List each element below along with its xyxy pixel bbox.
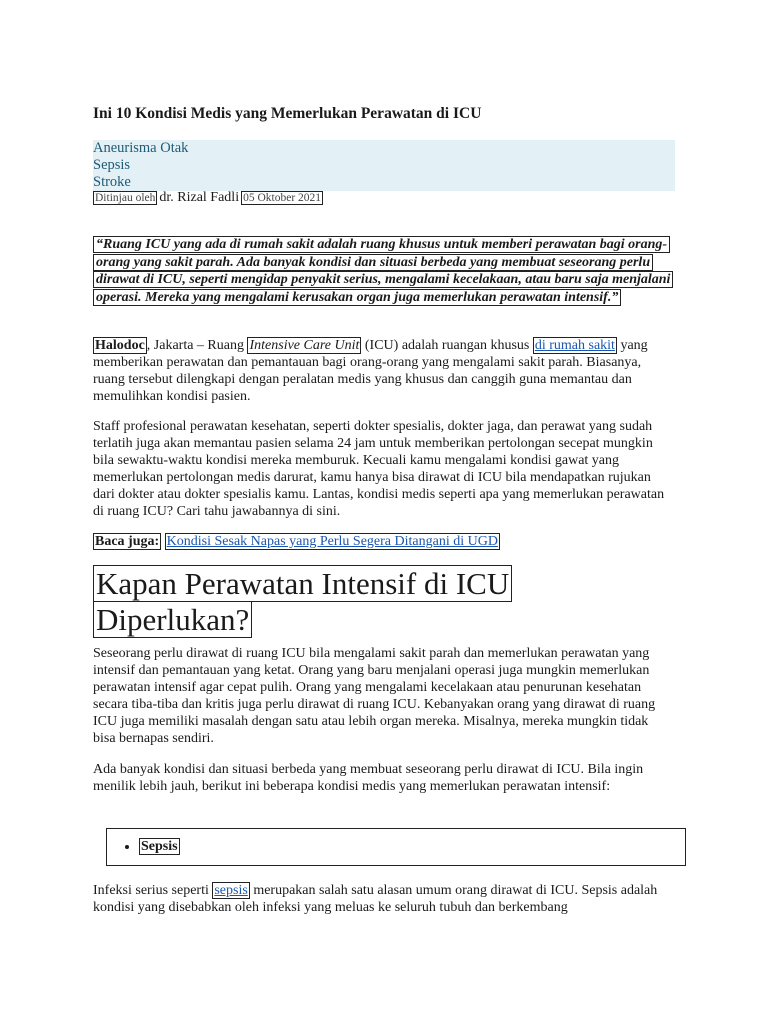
sepsis-link[interactable]: sepsis	[214, 883, 248, 898]
conditions-list	[106, 828, 686, 866]
intro-text-2: (ICU) adalah ruangan khusus	[361, 338, 533, 353]
hospital-link[interactable]: di rumah sakit	[534, 338, 615, 353]
section-heading-text: Kapan Perawatan Intensif di ICU Diperlukan?	[93, 565, 512, 638]
list-item-label: Sepsis	[141, 839, 178, 854]
sepsis-text-2: merupakan salah satu alasan umum orang dirawat di ICU. Sepsis adalah kondisi yang disebabkan oleh infeksi yang meluas ke seluruh tubuh dan berkembang	[93, 883, 658, 915]
lead-quote-text: “Ruang ICU yang ada di rumah sakit adalah ruang khusus untuk memberi perawatan bagi orang-orang yang sakit parah. Ada banyak kondisi dan situasi berbeda yang membuat seseorang perlu dirawat di ICU, seperti mengidap penyakit serius, mengalami kecelakaan, atau baru saja menjalani operasi. Mereka yang mengalami kerusakan organ juga memerlukan perawatan intensif.”	[93, 236, 673, 306]
intro-text-3: yang memberikan perawatan dan pemantauan bagi orang-orang yang mengalami sakit parah. Biasanya, ruang tersebut dilengkapi dengan peralatan medis yang khusus dan canggih guna memantau dan memulihkan kondisi pasien.	[93, 338, 648, 404]
publish-date: 05 Oktober 2021	[243, 192, 322, 204]
section-heading	[93, 566, 653, 638]
paragraph-staff: Staff profesional perawatan kesehatan, seperti dokter spesialis, dokter jaga, dan perawat yang sudah terlatih juga akan memantau pasien selama 24 jam untuk memberikan pertolongan secepat mungkin bila sewaktu-waktu kondisi mereka memburuk. Kecuali kamu mengalami kondisi gawat yang memerlukan pertolongan medis darurat, kamu hanya bisa dirawat di ICU bila mendapatkan rujukan dari dokter atau dokter spesialis kamu. Lantas, kondisi medis seperti apa yang memerlukan perawatan di ruang ICU? Cari tahu jawabannya di sini.	[93, 419, 665, 519]
article-meta	[93, 190, 323, 206]
read-also-label: Baca juga:	[95, 534, 160, 549]
read-also-link[interactable]: Kondisi Sesak Napas yang Perlu Segera Ditangani di UGD	[166, 534, 498, 549]
intro-text-1: , Jakarta – Ruang	[146, 338, 248, 353]
list-item	[139, 829, 685, 865]
tag-list	[93, 140, 675, 191]
sepsis-text-1: Infeksi serius seperti	[93, 883, 213, 898]
paragraph-conditions-intro: Ada banyak kondisi dan situasi berbeda yang membuat seseorang perlu dirawat di ICU. Bila ingin menilik lebih jauh, berikut ini beberapa kondisi medis yang memerlukan perawatan intensif:	[93, 762, 644, 794]
article-lead-quote	[93, 236, 673, 306]
reviewed-label: Ditinjau oleh	[95, 192, 156, 204]
tag-sepsis[interactable]: Sepsis	[93, 157, 131, 173]
author-name: dr. Rizal Fadli	[159, 190, 240, 205]
source-name: Halodoc	[95, 338, 145, 353]
paragraph-sepsis	[93, 882, 673, 916]
paragraph-intro	[93, 337, 673, 405]
article-title: Ini 10 Kondisi Medis yang Memerlukan Perawatan di ICU	[93, 105, 482, 122]
paragraph-when-icu: Seseorang perlu dirawat di ruang ICU bila mengalami sakit parah dan memerlukan perawatan yang intensif dan pemantauan yang ketat. Orang yang baru menjalani operasi juga mungkin memerlukan perawatan intensif agar cepat pulih. Orang yang mengalami kecelakaan atau penurunan kesehatan secara tiba-tiba dan kritis juga perlu dirawat di ruang ICU. Kebanyakan orang yang dirawat di ruang ICU juga memiliki masalah dengan satu atau lebih organ mereka. Misalnya, mereka mungkin tidak bisa bernapas sendiri.	[93, 646, 656, 746]
icu-term: Intensive Care Unit	[249, 338, 360, 353]
tag-aneurisma-otak[interactable]: Aneurisma Otak	[93, 140, 189, 156]
tag-stroke[interactable]: Stroke	[93, 174, 131, 190]
read-also	[93, 533, 673, 550]
